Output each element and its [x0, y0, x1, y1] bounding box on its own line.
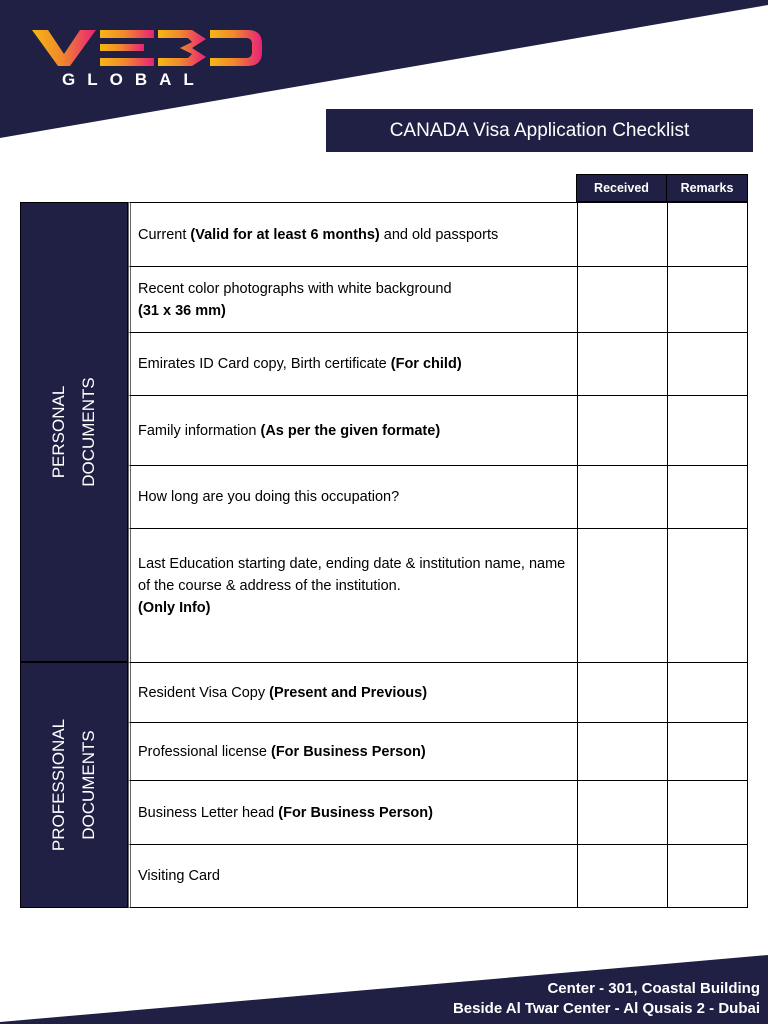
checklist-row: [128, 332, 748, 395]
received-cell[interactable]: [577, 529, 668, 662]
received-cell[interactable]: [577, 396, 668, 465]
received-cell[interactable]: [577, 663, 668, 722]
footer-address-line-1: Center - 301, Coastal Building: [547, 980, 760, 997]
row-text: Recent color photographs with white background (31 x 36 mm): [138, 280, 452, 319]
row-text: Current (Valid for at least 6 months) and old passports: [138, 226, 499, 243]
row-text: How long are you doing this occupation?: [138, 489, 400, 505]
footer-address-line-2: Beside Al Twar Center - Al Qusais 2 - Dubai: [452, 1000, 760, 1017]
row-text: Last Education starting date, ending date & institution name, name of the course & address of the institution. (Only Info): [138, 556, 566, 616]
checklist-row: [128, 202, 748, 266]
remarks-cell[interactable]: [667, 781, 750, 844]
checklist-row: [128, 395, 748, 465]
checklist-row: [128, 465, 748, 528]
professional-documents-section: [20, 662, 128, 908]
remarks-cell[interactable]: [667, 663, 750, 722]
checklist-row: [128, 266, 748, 332]
row-text: Visiting Card: [138, 868, 220, 884]
row-text: Family information (As per the given formate): [138, 422, 441, 439]
remarks-cell[interactable]: [667, 529, 750, 662]
remarks-cell[interactable]: [667, 466, 750, 528]
section-label: PROFESSIONAL DOCUMENTS: [49, 718, 98, 852]
received-cell[interactable]: [577, 723, 668, 780]
row-text: Emirates ID Card copy, Birth certificate (For child): [138, 356, 462, 372]
row-text: Business Letter head (For Business Person): [138, 804, 433, 821]
row-text: Resident Visa Copy (Present and Previous): [138, 684, 428, 701]
remarks-cell[interactable]: [667, 723, 750, 780]
remarks-cell[interactable]: [667, 845, 750, 907]
checklist-row: [128, 844, 748, 908]
remarks-cell[interactable]: [667, 267, 750, 332]
received-cell[interactable]: [577, 267, 668, 332]
received-cell[interactable]: [577, 333, 668, 395]
remarks-cell[interactable]: [667, 203, 750, 266]
remarks-cell[interactable]: [667, 396, 750, 465]
received-cell[interactable]: [577, 203, 668, 266]
checklist-row: [128, 662, 748, 722]
checklist-row: [128, 722, 748, 780]
remarks-column-header: Remarks: [666, 174, 748, 202]
received-cell[interactable]: [577, 466, 668, 528]
logo-subtitle: GLOBAL: [62, 70, 206, 89]
personal-documents-section: [20, 202, 128, 662]
row-text: Professional license (For Business Person): [138, 743, 426, 760]
page-title: CANADA Visa Application Checklist: [326, 109, 753, 152]
checklist-row: [128, 780, 748, 844]
received-column-header: Received: [576, 174, 667, 202]
received-cell[interactable]: [577, 845, 668, 907]
checklist-row: [128, 528, 748, 662]
remarks-cell[interactable]: [667, 333, 750, 395]
received-cell[interactable]: [577, 781, 668, 844]
section-label: PERSONAL DOCUMENTS: [49, 377, 98, 487]
